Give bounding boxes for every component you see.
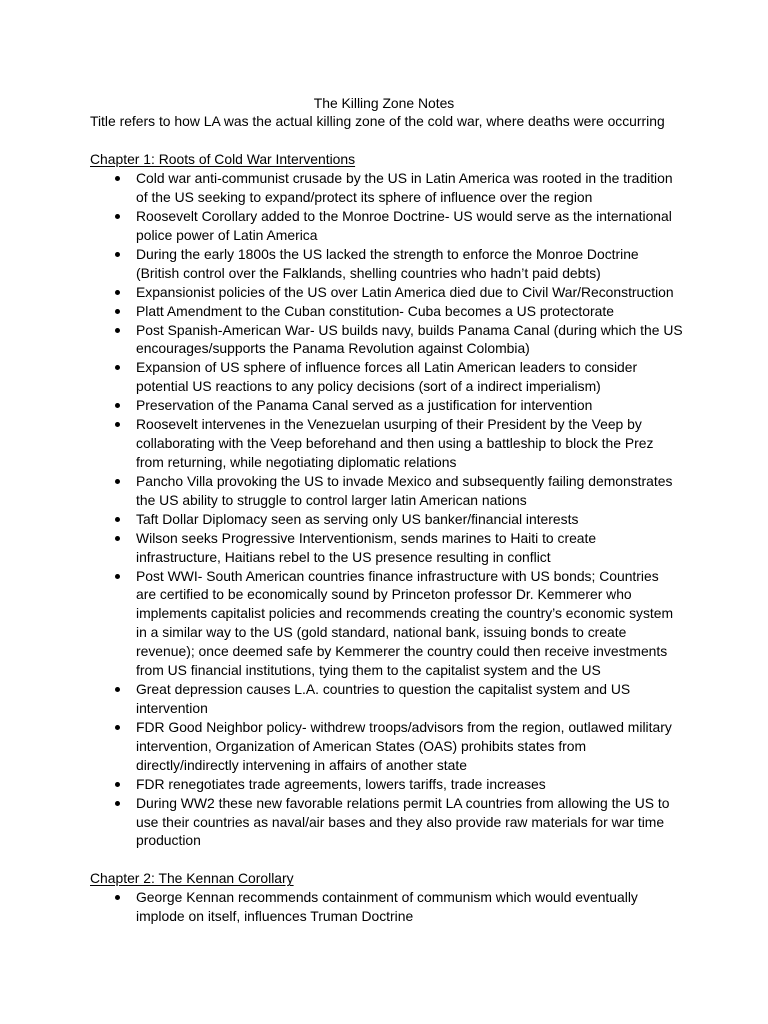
bullet-list xyxy=(90,169,683,850)
bullet-item xyxy=(90,888,678,926)
bullet-text-line: intervention, Organization of American States (OAS) prohibits states from xyxy=(136,737,587,754)
bullet-text-line: Roosevelt intervenes in the Venezuelan usurping of their President by the Veep by xyxy=(136,416,642,433)
bullet-text-line: intervention xyxy=(136,700,208,716)
bullet-text-line: During the early 1800s the US lacked the strength to enforce the Monroe Doctrine xyxy=(136,245,639,262)
bullet-text-line: George Kennan recommends containment of communism which would eventually xyxy=(136,889,638,906)
bullet-text-line: from returning, while negotiating diplomatic relations xyxy=(136,454,457,471)
bullet-text-line: Post Spanish-American War- US builds navy, builds Panama Canal (during which the US xyxy=(136,321,683,338)
bullet-text-line: Cold war anti-communist crusade by the US in Latin America was rooted in the tradition xyxy=(136,170,673,187)
bullet-item xyxy=(90,775,678,794)
bullet-icon xyxy=(115,479,120,484)
bullet-icon xyxy=(115,687,120,692)
bullet-text-line: in a similar way to the US (gold standard, national bank, issuing bonds to create xyxy=(136,624,627,641)
bullet-text-line: Taft Dollar Diplomacy seen as serving only US banker/financial interests xyxy=(136,510,579,527)
bullet-text-line: revenue); once deemed safe by Kemmerer the country could then receive investments xyxy=(136,643,668,660)
bullet-item xyxy=(90,794,678,851)
bullet-text-line: Roosevelt Corollary added to the Monroe Doctrine- US would serve as the international xyxy=(136,208,672,225)
bullet-icon xyxy=(115,725,120,730)
bullet-text-line: (British control over the Falklands, shelling countries who hadn’t paid debts) xyxy=(136,264,601,281)
bullet-text-line: implode on itself, influences Truman Doctrine xyxy=(136,908,414,925)
bullet-item xyxy=(90,680,678,718)
bullet-icon xyxy=(115,176,120,181)
bullet-text-line: are certified to be economically sound by Princeton professor Dr. Kemmerer who xyxy=(136,586,632,603)
bullet-text-line: directly/indirectly intervening in affairs of another state xyxy=(136,756,467,773)
bullet-list xyxy=(90,888,678,926)
bullet-icon xyxy=(115,365,120,370)
bullet-item xyxy=(90,283,678,302)
bullet-text-line: production xyxy=(136,832,201,849)
bullet-text-line: Post WWI- South American countries finance infrastructure with US bonds; Countries xyxy=(136,567,659,584)
bullet-icon xyxy=(115,252,120,257)
bullet-text-line: Pancho Villa provoking the US to invade Mexico and subsequently failing demonstrates xyxy=(136,472,673,489)
bullet-icon xyxy=(115,290,120,295)
bullet-icon xyxy=(115,422,120,427)
bullet-item xyxy=(90,415,678,472)
bullet-item xyxy=(90,472,678,510)
bullet-item xyxy=(90,510,678,529)
bullet-icon xyxy=(115,403,120,408)
bullet-item xyxy=(90,321,683,359)
bullet-text-line: FDR Good Neighbor policy- withdrew troops/advisors from the region, outlawed military xyxy=(136,718,672,735)
bullet-item xyxy=(90,567,678,681)
bullet-item xyxy=(90,207,678,245)
bullet-item xyxy=(90,245,678,283)
bullet-item xyxy=(90,718,678,775)
bullet-text-line: Great depression causes L.A. countries to question the capitalist system and US xyxy=(136,681,631,698)
bullet-text-line: Expansionist policies of the US over Latin America died due to Civil War/Reconstruction xyxy=(136,283,674,300)
bullet-icon xyxy=(115,782,120,787)
bullet-icon xyxy=(115,574,120,579)
bullet-text-line: from US financial institutions, tying them to the capitalist system and the US xyxy=(136,662,601,679)
document-body xyxy=(90,94,683,927)
chapter-section xyxy=(90,869,678,926)
chapter-heading: Chapter 1: Roots of Cold War Interventions xyxy=(90,151,356,168)
bullet-text-line: police power of Latin America xyxy=(136,226,318,243)
bullet-item xyxy=(90,358,678,396)
bullet-text-line: use their countries as naval/air bases and they also provide raw materials for war time xyxy=(136,813,665,830)
bullet-item xyxy=(90,169,678,207)
bullet-icon xyxy=(115,801,120,806)
bullet-text-line: Platt Amendment to the Cuban constitution- Cuba becomes a US protectorate xyxy=(136,302,614,319)
bullet-text-line: infrastructure, Haitians rebel to the US presence resulting in conflict xyxy=(136,548,551,565)
bullet-text-line: of the US seeking to expand/protect its sphere of influence over the region xyxy=(136,189,593,206)
bullet-text-line: Wilson seeks Progressive Interventionism, sends marines to Haiti to create xyxy=(136,529,597,546)
bullet-icon xyxy=(115,309,120,314)
bullet-text-line: Expansion of US sphere of influence forces all Latin American leaders to consider xyxy=(136,359,638,376)
intro-text: Title refers to how LA was the actual killing zone of the cold war, where deaths were occurring xyxy=(90,113,665,130)
bullet-text-line: potential US reactions to any policy decisions (sort of a indirect imperialism) xyxy=(136,378,601,395)
bullet-icon xyxy=(115,328,120,333)
bullet-icon xyxy=(115,895,120,900)
bullet-text-line: encourages/supports the Panama Revolution against Colombia) xyxy=(136,340,530,357)
bullet-text-line: Preservation of the Panama Canal served as a justification for intervention xyxy=(136,397,593,414)
bullet-icon xyxy=(115,536,120,541)
bullet-text-line: FDR renegotiates trade agreements, lowers tariffs, trade increases xyxy=(136,775,546,792)
chapter-heading: Chapter 2: The Kennan Corollary xyxy=(90,870,294,887)
bullet-text-line: collaborating with the Veep beforehand and then using a battleship to block the Prez xyxy=(136,435,654,452)
bullet-text-line: implements capitalist policies and recommends creating the country’s economic system xyxy=(136,605,674,622)
bullet-text-line: During WW2 these new favorable relations permit LA countries from allowing the US to xyxy=(136,794,670,811)
bullet-icon xyxy=(115,517,120,522)
bullet-item xyxy=(90,529,678,567)
bullet-item xyxy=(90,302,678,321)
bullet-icon xyxy=(115,214,120,219)
document-title: The Killing Zone Notes xyxy=(313,94,455,111)
bullet-text-line: the US ability to struggle to control larger latin American nations xyxy=(136,491,527,508)
bullet-item xyxy=(90,396,678,415)
chapter-section xyxy=(90,150,683,850)
